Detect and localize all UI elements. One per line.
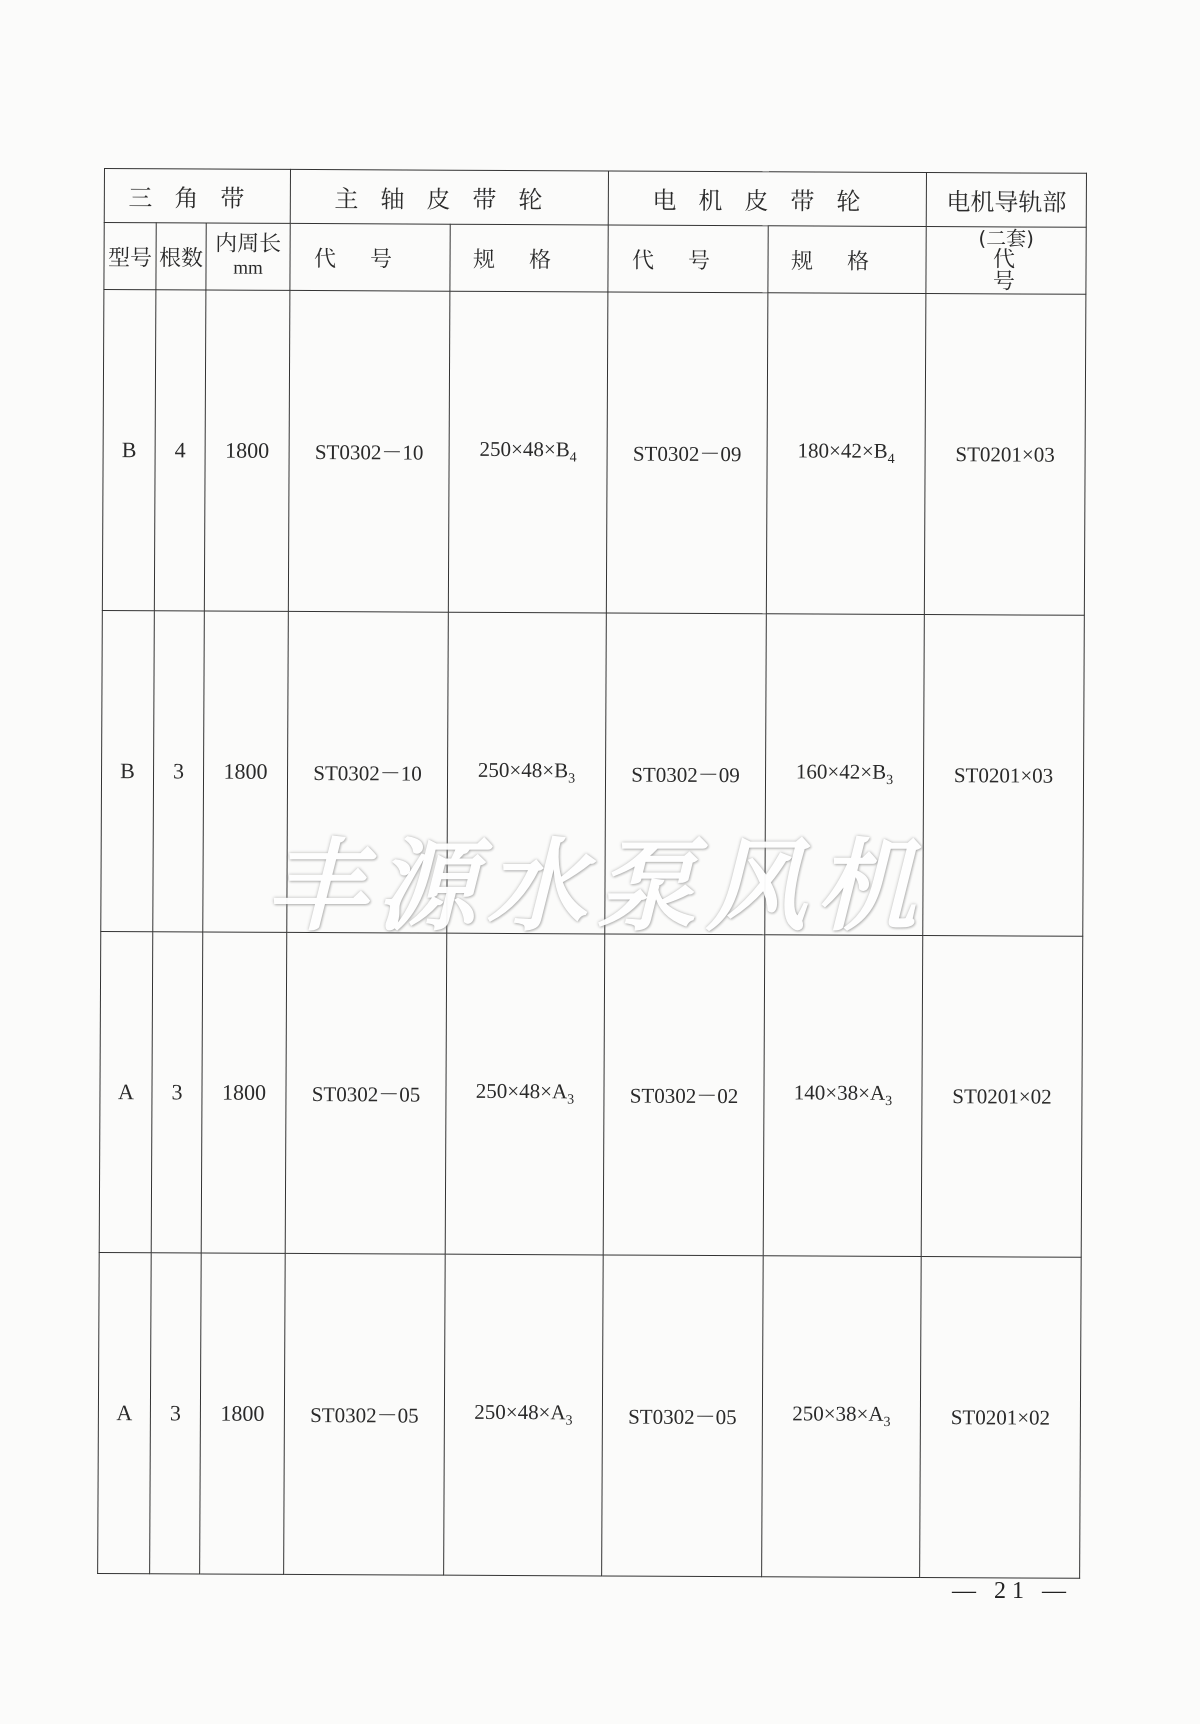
cell-rail-code-text: ST0201×02 xyxy=(952,1083,1052,1109)
cell-length-text: 1800 xyxy=(221,1079,267,1105)
cell-rail-code-text: ST0201×03 xyxy=(953,762,1054,788)
cell-main-code-text: ST0302－10 xyxy=(314,440,424,465)
subheader-row xyxy=(104,223,1086,295)
cell-type xyxy=(98,1252,152,1573)
cell-type-text: B xyxy=(120,758,135,784)
cell-count xyxy=(151,932,203,1253)
cell-main-code-text: ST0302－05 xyxy=(311,1082,421,1107)
cell-rail-code-text: ST0201×02 xyxy=(950,1404,1051,1430)
table-row xyxy=(102,290,1086,616)
header-row xyxy=(104,169,1086,228)
cell-rail-code xyxy=(921,936,1083,1258)
cell-motor-code-text: ST0302－09 xyxy=(631,762,740,788)
table-row xyxy=(99,931,1083,1257)
cell-type-text: B xyxy=(121,437,137,463)
cell-motor-spec xyxy=(763,935,923,1257)
cell-motor-code-text: ST0302－09 xyxy=(632,441,742,467)
cell-motor-spec xyxy=(762,1256,922,1578)
cell-type xyxy=(101,610,155,931)
cell-main-spec-subscript: 3 xyxy=(567,1092,575,1108)
cell-length xyxy=(200,1253,286,1574)
cell-rail-code xyxy=(923,615,1085,937)
cell-main-spec xyxy=(445,933,605,1255)
subheader-main-code: 代号 xyxy=(290,223,450,291)
cell-motor-spec xyxy=(766,293,926,615)
cell-main-code-text: ST0302－10 xyxy=(313,761,422,786)
header-main-pulley: 主轴皮带轮 xyxy=(290,169,608,225)
cell-motor-spec-text: 160×42×B xyxy=(795,759,887,785)
cell-main-code xyxy=(288,290,450,612)
cell-main-code-text: ST0302－05 xyxy=(310,1403,419,1428)
cell-rail-code xyxy=(920,1257,1082,1579)
subheader-motor-code: 代号 xyxy=(608,225,768,293)
cell-motor-code xyxy=(602,1255,764,1577)
cell-type xyxy=(102,290,156,611)
cell-motor-spec-subscript: 3 xyxy=(883,1415,891,1431)
cell-motor-spec-subscript: 3 xyxy=(885,1094,893,1110)
cell-rail-code xyxy=(924,294,1086,616)
cell-length-text: 1800 xyxy=(220,1400,265,1426)
header-belt: 三角带 xyxy=(104,169,290,224)
cell-count xyxy=(150,1253,202,1574)
rail-code-label: 代号 xyxy=(992,247,1056,295)
subheader-inner-length xyxy=(206,223,290,290)
cell-main-spec-subscript: 3 xyxy=(568,771,576,787)
cell-motor-spec-text: 140×38×A xyxy=(793,1080,886,1106)
cell-main-spec-text: 250×48×B xyxy=(479,437,570,462)
subheader-count: 根数 xyxy=(156,223,206,290)
cell-count-text: 3 xyxy=(169,1400,181,1426)
cell-count xyxy=(153,611,205,932)
header-motor-pulley: 电机皮带轮 xyxy=(608,171,926,227)
cell-motor-code xyxy=(603,934,765,1256)
inner-length-label: 内周长 xyxy=(215,231,282,257)
cell-length-text: 1800 xyxy=(225,437,270,463)
cell-count xyxy=(154,290,206,611)
cell-motor-code-text: ST0302－02 xyxy=(629,1083,739,1109)
rail-note: (二套) xyxy=(978,226,1035,251)
cell-length xyxy=(201,932,287,1253)
subheader-main-spec: 规格 xyxy=(450,224,608,292)
subheader-type: 型号 xyxy=(104,223,156,290)
cell-count-text: 4 xyxy=(174,437,186,463)
cell-count-text: 3 xyxy=(171,1079,183,1105)
cell-motor-spec-subscript: 4 xyxy=(887,452,895,468)
watermark: 丰源水泵风机 xyxy=(266,827,926,945)
cell-main-spec-text: 250×48×A xyxy=(474,1400,566,1425)
table-row xyxy=(98,1252,1082,1578)
cell-motor-spec-text: 250×38×A xyxy=(792,1401,884,1427)
cell-type-text: A xyxy=(117,1079,134,1105)
cell-main-spec-text: 250×48×B xyxy=(477,758,569,783)
subheader-rail xyxy=(926,227,1086,295)
cell-main-code xyxy=(284,1253,446,1575)
cell-motor-code xyxy=(606,292,768,614)
cell-length-text: 1800 xyxy=(223,758,268,784)
page-number: — 21 — xyxy=(952,1578,1072,1604)
cell-rail-code-text: ST0201×03 xyxy=(955,441,1055,467)
cell-length xyxy=(204,290,290,611)
cell-motor-spec-subscript: 3 xyxy=(886,773,894,789)
cell-motor-code-text: ST0302－05 xyxy=(628,1404,737,1430)
cell-main-spec xyxy=(444,1254,604,1576)
cell-main-code xyxy=(285,932,447,1254)
cell-main-spec-subscript: 4 xyxy=(569,450,577,466)
header-motor-rail: 电机导轨部 xyxy=(926,173,1086,228)
cell-main-spec xyxy=(448,291,608,613)
cell-count-text: 3 xyxy=(172,758,185,784)
cell-motor-spec-text: 180×42×B xyxy=(797,438,888,464)
subheader-motor-spec: 规格 xyxy=(768,226,926,294)
cell-type-text: A xyxy=(116,1400,133,1426)
inner-length-unit: mm xyxy=(233,257,263,279)
cell-type xyxy=(99,931,153,1252)
cell-main-spec-text: 250×48×A xyxy=(475,1079,568,1104)
cell-main-spec-subscript: 3 xyxy=(565,1413,573,1429)
